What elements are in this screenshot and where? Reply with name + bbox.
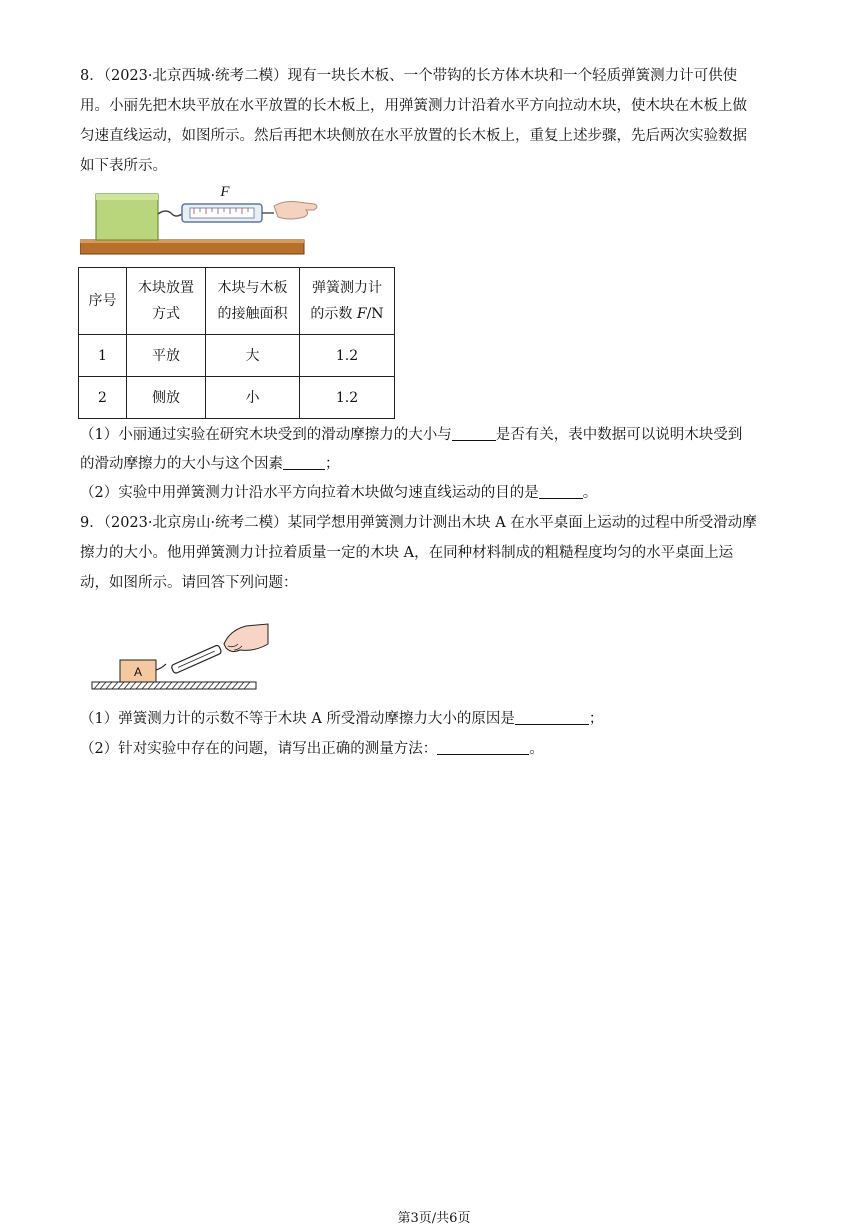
row2-no: 2: [79, 377, 127, 419]
q9-line-3: 动，如图所示。请回答下列问题：: [80, 575, 298, 591]
q8-sub1-line-1: （1）小丽通过实验在研究木块受到的滑动摩擦力的大小与 是否有关，表中数据可以说明木块受到: [80, 427, 743, 443]
row1-force: 1.2: [300, 335, 395, 377]
answer-blank[interactable]: [515, 710, 589, 726]
hook: [158, 211, 182, 216]
block-a-label: A: [133, 665, 143, 679]
q9-sub2: （2）针对实验中存在的问题，请写出正确的测量方法： 。: [80, 741, 544, 757]
q8-line-1: 8．（2023·北京西城·统考二模）现有一块长木板、一个带钩的长方体木块和一个轻质弹簧测力计可供使: [80, 68, 738, 84]
q8-line-2: 用。小丽先把木块平放在水平放置的长木板上，用弹簧测力计沿着水平方向拉动木块，使木块在木板上做: [80, 98, 747, 114]
q8-line-4: 如下表所示。: [80, 158, 167, 174]
header-area: 木块与木板 的接触面积: [206, 268, 300, 335]
q9-sub1: （1）弹簧测力计的示数不等于木块 A 所受滑动摩擦力大小的原因是 ；: [80, 711, 604, 727]
q8-sub1-line-2: 的滑动摩擦力的大小与这个因素 ；: [80, 456, 340, 472]
data-table: [78, 267, 395, 419]
q9-figure: [88, 620, 272, 696]
table-row: [79, 335, 395, 377]
hand-icon: [224, 624, 268, 652]
header-force: 弹簧测力计 的示数 F/N: [300, 268, 395, 335]
q8-sub2: （2）实验中用弹簧测力计沿水平方向拉着木块做匀速直线运动的目的是 。: [80, 485, 598, 501]
wooden-block: [96, 194, 158, 240]
row1-area: 大: [206, 335, 300, 377]
header-no: 序号: [79, 268, 127, 335]
force-label: F: [220, 184, 230, 200]
q8-figure: [80, 182, 320, 260]
hook: [156, 664, 166, 670]
header-method: 木块放置 方式: [127, 268, 206, 335]
table-row: [79, 377, 395, 419]
answer-blank[interactable]: [539, 484, 583, 500]
answer-blank[interactable]: [452, 426, 496, 442]
row2-area: 小: [206, 377, 300, 419]
row2-force: 1.2: [300, 377, 395, 419]
table-header-row: [79, 268, 395, 335]
page-footer: 第3页/共6页: [397, 1211, 471, 1226]
q9-line-1: 9．（2023·北京房山·统考二模）某同学想用弹簧测力计测出木块 A 在水平桌面上运动的过程中所受滑动摩: [80, 515, 757, 531]
row2-method: 侧放: [127, 377, 206, 419]
q8-line-3: 匀速直线运动，如图所示。然后再把木块侧放在水平放置的长木板上，重复上述步骤，先后两次实验数据: [80, 128, 747, 144]
answer-blank[interactable]: [283, 455, 325, 471]
answer-blank[interactable]: [437, 740, 529, 756]
row1-method: 平放: [127, 335, 206, 377]
q9-line-2: 擦力的大小。他用弹簧测力计拉着质量一定的木块 A，在同种材料制成的粗糙程度均匀的水平桌面上运: [80, 545, 734, 561]
hand-icon: [274, 202, 317, 220]
row1-no: 1: [79, 335, 127, 377]
